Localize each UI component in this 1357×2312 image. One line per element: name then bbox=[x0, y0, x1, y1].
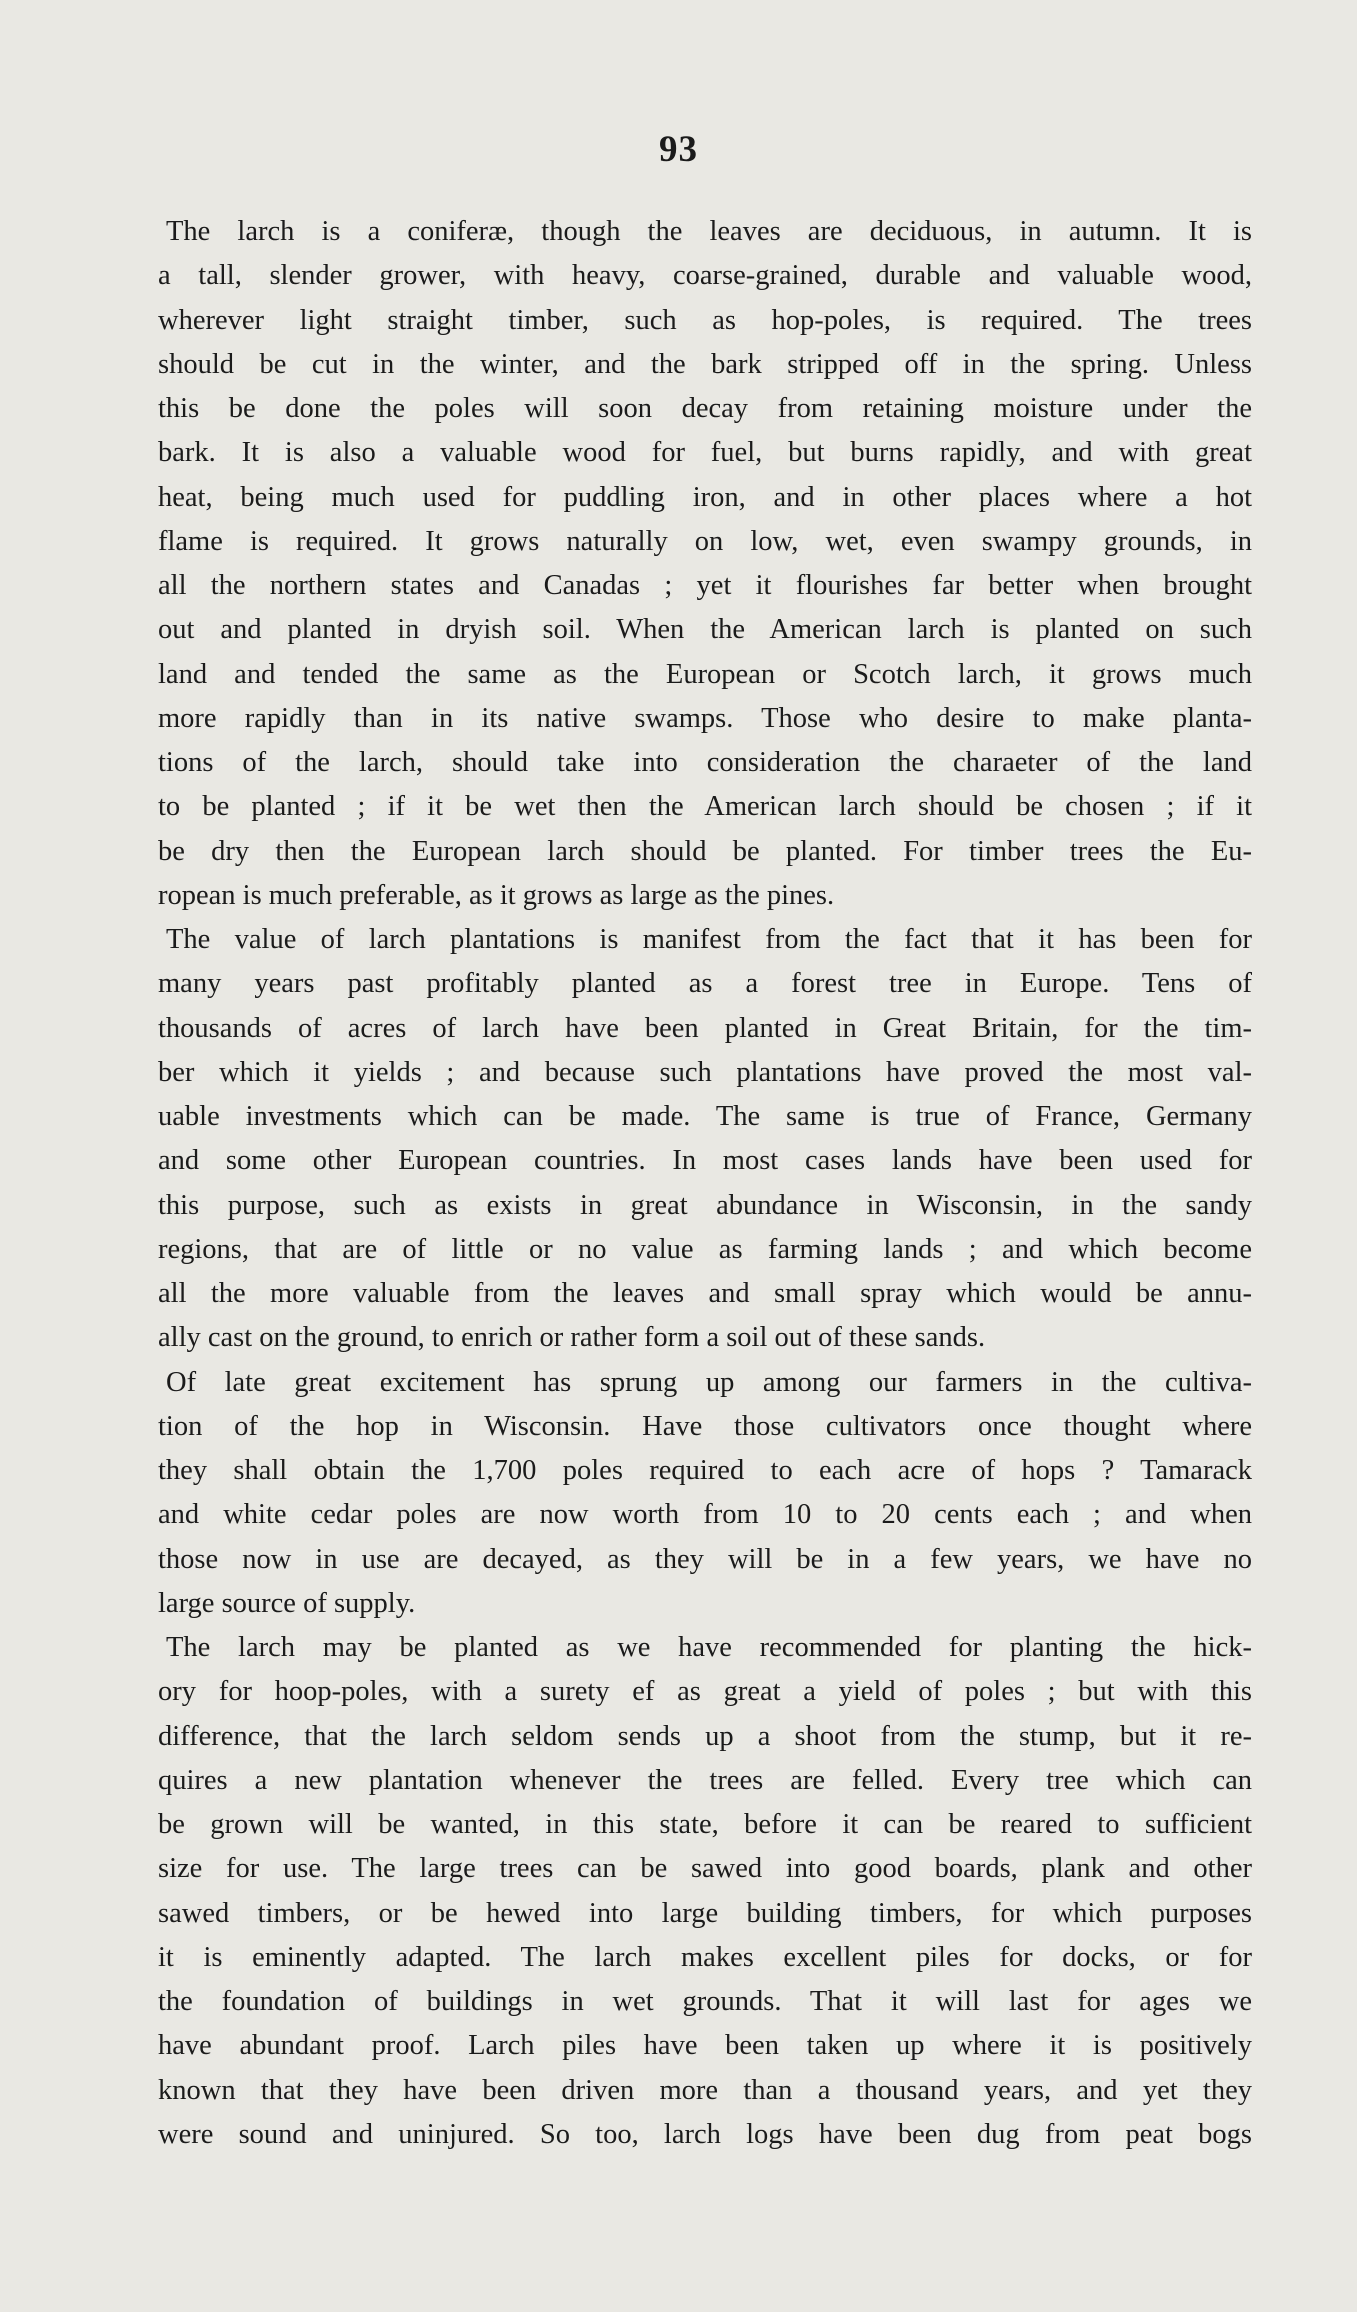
text-line: those now in use are decayed, as they will be in a few years, we have no bbox=[158, 1543, 1252, 1575]
body-text bbox=[158, 210, 1252, 2157]
text-line: the foundation of buildings in wet grounds. That it will last for ages we bbox=[158, 1986, 1252, 2017]
text-line: out and planted in dryish soil. When the American larch is planted on such bbox=[158, 614, 1252, 646]
text-line: all the northern states and Canadas ; yet it flourishes far better when brought bbox=[158, 570, 1252, 601]
text-line: difference, that the larch seldom sends up a shoot from the stump, but it re- bbox=[158, 1720, 1252, 1752]
text-line: ropean is much preferable, as it grows as large as the pines. bbox=[158, 879, 835, 911]
text-line: more rapidly than in its native swamps. Those who desire to make planta- bbox=[158, 702, 1252, 734]
text-line: have abundant proof. Larch piles have been taken up where it is positively bbox=[158, 2030, 1252, 2062]
text-line: known that they have been driven more than a thousand years, and yet they bbox=[158, 2074, 1252, 2106]
text-line: ally cast on the ground, to enrich or rather form a soil out of these sands. bbox=[158, 1322, 986, 1354]
text-line: all the more valuable from the leaves and small spray which would be annu- bbox=[158, 1278, 1252, 1309]
text-line: land and tended the same as the European or Scotch larch, it grows much bbox=[158, 658, 1252, 690]
text-line: wherever light straight timber, such as hop-poles, is required. The trees bbox=[158, 304, 1252, 336]
text-line: they shall obtain the 1,700 poles required to each acre of hops ? Tamarack bbox=[158, 1455, 1252, 1486]
text-line: it is eminently adapted. The larch makes excellent piles for docks, or for bbox=[158, 1941, 1252, 1973]
text-line: sawed timbers, or be hewed into large building timbers, for which purposes bbox=[158, 1897, 1252, 1929]
text-line: and white cedar poles are now worth from 10 to 20 cents each ; and when bbox=[158, 1499, 1252, 1531]
text-line: be grown will be wanted, in this state, before it can be reared to sufficient bbox=[158, 1809, 1252, 1840]
text-line: should be cut in the winter, and the bark stripped off in the spring. Unless bbox=[158, 348, 1252, 380]
text-line: regions, that are of little or no value as farming lands ; and which become bbox=[158, 1233, 1252, 1265]
text-line: tion of the hop in Wisconsin. Have those cultivators once thought where bbox=[158, 1410, 1252, 1442]
text-line: large source of supply. bbox=[158, 1587, 416, 1619]
text-line: and some other European countries. In most cases lands have been used for bbox=[158, 1145, 1252, 1177]
page-number: 93 bbox=[659, 129, 698, 170]
text-line: The larch may be planted as we have recommended for planting the hick- bbox=[166, 1632, 1252, 1663]
text-line: The larch is a coniferæ, though the leaves are deciduous, in autumn. It is bbox=[166, 216, 1252, 247]
text-line: heat, being much used for puddling iron, and in other places where a hot bbox=[158, 481, 1252, 513]
text-line: flame is required. It grows naturally on low, wet, even swampy grounds, in bbox=[158, 525, 1252, 557]
text-line: this be done the poles will soon decay from retaining moisture under the bbox=[158, 393, 1252, 424]
text-line: be dry then the European larch should be planted. For timber trees the Eu- bbox=[158, 835, 1252, 867]
text-line: thousands of acres of larch have been planted in Great Britain, for the tim- bbox=[158, 1012, 1252, 1044]
text-line: Of late great excitement has sprung up among our farmers in the cultiva- bbox=[166, 1366, 1252, 1398]
text-line: The value of larch plantations is manifest from the fact that it has been for bbox=[166, 924, 1252, 955]
text-line: uable investments which can be made. The same is true of France, Germany bbox=[158, 1101, 1252, 1132]
text-line: quires a new plantation whenever the trees are felled. Every tree which can bbox=[158, 1764, 1252, 1796]
text-line: bark. It is also a valuable wood for fuel, but burns rapidly, and with great bbox=[158, 437, 1252, 469]
text-line: to be planted ; if it be wet then the American larch should be chosen ; if it bbox=[158, 791, 1252, 823]
text-line: ber which it yields ; and because such plantations have proved the most val- bbox=[158, 1056, 1252, 1088]
text-line: size for use. The large trees can be sawed into good boards, plank and other bbox=[158, 1853, 1252, 1885]
text-line: many years past profitably planted as a forest tree in Europe. Tens of bbox=[158, 968, 1252, 1000]
text-line: were sound and uninjured. So too, larch logs have been dug from peat bogs bbox=[158, 2118, 1252, 2150]
text-line: ory for hoop-poles, with a surety ef as great a yield of poles ; but with this bbox=[158, 1676, 1252, 1708]
text-line: a tall, slender grower, with heavy, coarse-grained, durable and valuable wood, bbox=[158, 260, 1252, 292]
text-line: tions of the larch, should take into consideration the charaeter of the land bbox=[158, 747, 1252, 778]
text-line: this purpose, such as exists in great abundance in Wisconsin, in the sandy bbox=[158, 1189, 1252, 1221]
